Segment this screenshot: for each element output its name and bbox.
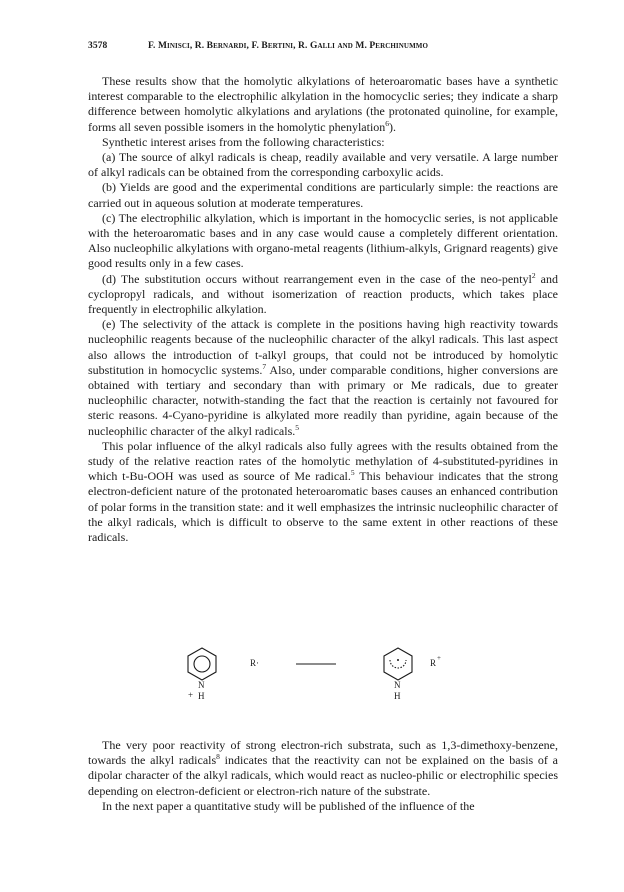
body-text-upper [88,74,558,545]
hydrogen-label-right: H [394,691,401,701]
paragraph-text: Also, under comparable conditions, higher conversions are obtained with tertiary and secondary than with primary or Me radicals, due to greater nucleophilic character, notwith-standing the fact that the reaction is certainly not favoured for steric reasons. 4-Cyano-pyridine is alkylated more readily than pyridine, again because of the nucleophilic character of the alkyl radicals. [88,362,558,438]
citation-ref: 6 [385,118,390,128]
page-number: 3578 [88,41,108,51]
reaction-figure [178,652,478,712]
paragraph-p10 [88,799,558,814]
alkyl-cation-label: R [430,658,437,668]
paragraph-p2 [88,135,558,150]
paragraph-text: These results show that the homolytic alkylations of heteroaromatic bases have a synthetic interest comparable to the electrophilic alkylation in the homocyclic series; they indicate a sharp difference between homolytic alkylations and arylations (the protonated quinoline, for example, forms all seven possible isomers in the homolytic phenylation [88,74,558,134]
page-header [88,41,556,57]
citation-ref: 5 [350,468,355,478]
citation-ref: 7 [262,361,267,371]
cation-charge: + [437,654,441,662]
paragraph-text: Synthetic interest arises from the following characteristics: [102,134,385,149]
paragraph-p9 [88,738,558,799]
paragraph-p7 [88,317,558,439]
paragraph-text: and cyclopropyl radicals, and without isomerization of reaction products, which takes place frequently in electrophilic alkylation. [88,271,559,317]
pyridinyl-ring-right [384,648,412,680]
nitrogen-label-right: N [394,680,401,690]
paragraph-text: This behaviour indicates that the strong electron-deficient nature of the protonated heteroaromatic bases causes an enhanced contribution of polar forms in the transition state: and it well emphasizes the intrinsic nucleophilic character of the alkyl radicals, which is difficult to observe to the same extent in other reactions of these radicals. [88,469,559,545]
paragraph-p1 [88,74,558,135]
paragraph-text: ). [389,119,397,134]
paragraph-text: (c) The electrophilic alkylation, which is important in the homocyclic series, is not applicable with the heteroaromatic bases and in any case would cause a completely different orientation. Also nucleophilic alkylations with organo-metal reagents (lithium-alkyls, Grignard reagents) give good results only in a few cases. [88,210,558,271]
alkyl-radical-label: R· [250,658,259,668]
paragraph-text: (b) Yields are good and the experimental conditions are particularly simple: the reactions are carried out in aqueous solution at moderate temperatures. [88,180,558,210]
citation-ref: 5 [295,422,299,432]
paragraph-text: This polar influence of the alkyl radicals also fully agrees with the results obtained from the study of the relative reaction rates of the homolytic methylation of 4-substituted-pyridines in which t-Bu-OOH was used as source of Me radical. [88,438,558,484]
left-charge: + [188,690,194,700]
citation-ref: 8 [216,752,220,762]
running-authors: F. Minisci, R. Bernardi, F. Bertini, R. Galli and M. Perchinummo [148,41,429,51]
paragraph-p4 [88,180,558,210]
hydrogen-label-left: H [198,691,205,701]
pyridinium-ring-left [188,648,216,680]
body-text-lower [88,738,558,814]
paragraph-text: In the next paper a quantitative study will be published of the influence of the [102,798,475,813]
paragraph-text: (d) The substitution occurs without rearrangement even in the case of the neo-pentyl [102,271,532,286]
paragraph-p3 [88,150,558,180]
citation-ref: 2 [531,270,536,280]
nitrogen-label-left: N [198,680,205,690]
paragraph-p8 [88,439,558,545]
paragraph-text: (a) The source of alkyl radicals is cheap, readily available and very versatile. A large number of alkyl radicals can be obtained from the corresponding carboxylic acids. [88,150,558,180]
paragraph-p5 [88,211,558,272]
paragraph-text: The very poor reactivity of strong electron-rich substrata, such as 1,3-dimethoxy-benzene, towards the alkyl radicals [88,738,558,768]
paragraph-p6 [88,272,558,318]
paragraph-text: indicates that the reactivity can not be explained on the basis of a dipolar character of the alkyl radicals, which would react as nucleo-philic or electrophilic species depending on electron-deficient or electron-rich nature of the substrate. [88,753,558,798]
paragraph-text: (e) The selectivity of the attack is complete in the positions having high reactivity towards nucleophilic reagents because of the nucleophilic character of the alkyl radicals. This last aspect also allows the introduction of t-alkyl groups, that could not be introduced by homolytic substitution in homocyclic systems. [88,317,558,377]
radical-dot [397,659,399,661]
